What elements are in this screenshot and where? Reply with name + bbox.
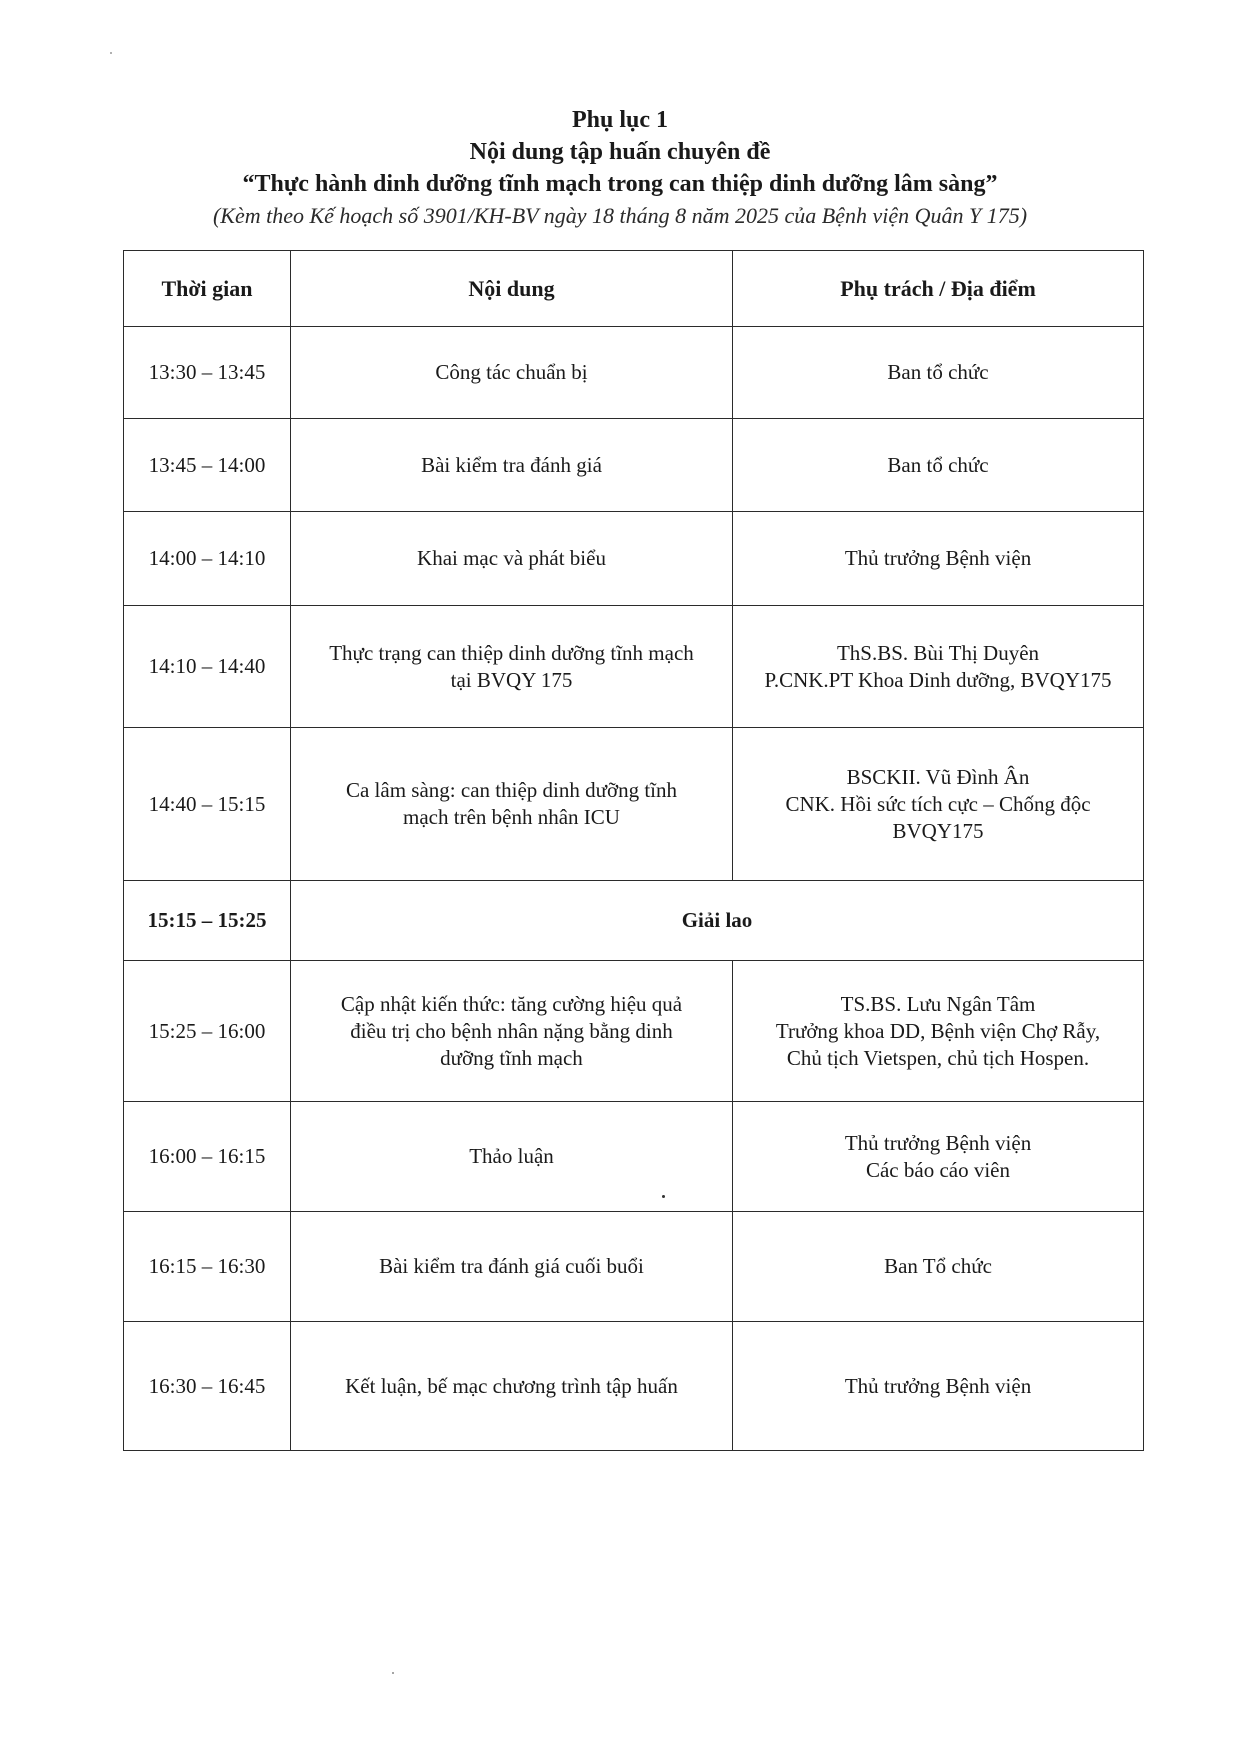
table-row — [124, 728, 1144, 881]
table-row — [124, 1102, 1144, 1212]
table-header-row — [124, 251, 1144, 327]
owner-cell: Thủ trưởng Bệnh viện — [733, 1322, 1144, 1451]
table-row — [124, 606, 1144, 728]
owner-cell: Ban tổ chức — [733, 327, 1144, 419]
scan-speck — [392, 1672, 394, 1674]
scan-speck — [110, 52, 112, 54]
time-cell: 15:25 – 16:00 — [124, 961, 291, 1102]
table-row — [124, 327, 1144, 419]
time-cell: 13:45 – 14:00 — [124, 419, 291, 512]
content-cell: Kết luận, bế mạc chương trình tập huấn — [291, 1322, 733, 1451]
content-cell: Ca lâm sàng: can thiệp dinh dưỡng tĩnh mạch trên bệnh nhân ICU — [291, 728, 733, 881]
owner-cell: Ban Tổ chức — [733, 1212, 1144, 1322]
plan-reference: (Kèm theo Kế hoạch số 3901/KH-BV ngày 18 tháng 8 năm 2025 của Bệnh viện Quân Y 175) — [212, 203, 1028, 228]
owner-cell: Thủ trưởng Bệnh viện Các báo cáo viên — [733, 1102, 1144, 1212]
time-cell: 14:00 – 14:10 — [124, 512, 291, 606]
owner-cell: ThS.BS. Bùi Thị Duyên P.CNK.PT Khoa Dinh dưỡng, BVQY175 — [733, 606, 1144, 728]
owner-cell: TS.BS. Lưu Ngân Tâm Trưởng khoa DD, Bệnh viện Chợ Rẫy, Chủ tịch Vietspen, chủ tịch Hospen. — [733, 961, 1144, 1102]
time-cell: 16:15 – 16:30 — [124, 1212, 291, 1322]
scan-speck — [662, 1195, 665, 1198]
table-row — [124, 1212, 1144, 1322]
break-label: Giải lao — [291, 881, 1144, 961]
column-header-time: Thời gian — [124, 251, 291, 327]
column-header-content: Nội dung — [291, 251, 733, 327]
owner-cell: Ban tổ chức — [733, 419, 1144, 512]
table-row — [124, 512, 1144, 606]
content-cell: Thực trạng can thiệp dinh dưỡng tĩnh mạch tại BVQY 175 — [291, 606, 733, 728]
content-cell: Công tác chuẩn bị — [291, 327, 733, 419]
content-cell: Bài kiểm tra đánh giá — [291, 419, 733, 512]
time-cell: 14:40 – 15:15 — [124, 728, 291, 881]
table-row — [124, 1322, 1144, 1451]
content-cell: Bài kiểm tra đánh giá cuối buổi — [291, 1212, 733, 1322]
time-cell: 16:30 – 16:45 — [124, 1322, 291, 1451]
schedule-table — [123, 250, 1144, 1451]
owner-cell: Thủ trưởng Bệnh viện — [733, 512, 1144, 606]
document-title: Nội dung tập huấn chuyên đề — [469, 139, 771, 165]
document-subtitle: “Thực hành dinh dưỡng tĩnh mạch trong can thiệp dinh dưỡng lâm sàng” — [242, 171, 998, 197]
content-cell: Thảo luận — [291, 1102, 733, 1212]
table-row — [124, 961, 1144, 1102]
content-cell: Khai mạc và phát biểu — [291, 512, 733, 606]
document-header — [0, 104, 1240, 232]
appendix-label: Phụ lục 1 — [571, 107, 669, 133]
column-header-owner: Phụ trách / Địa điểm — [733, 251, 1144, 327]
content-cell: Cập nhật kiến thức: tăng cường hiệu quả điều trị cho bệnh nhân nặng bằng dinh dưỡng tĩnh mạch — [291, 961, 733, 1102]
time-cell: 13:30 – 13:45 — [124, 327, 291, 419]
owner-cell: BSCKII. Vũ Đình Ân CNK. Hồi sức tích cực – Chống độc BVQY175 — [733, 728, 1144, 881]
break-row — [124, 881, 1144, 961]
table-row — [124, 419, 1144, 512]
time-cell: 14:10 – 14:40 — [124, 606, 291, 728]
time-cell: 16:00 – 16:15 — [124, 1102, 291, 1212]
time-cell: 15:15 – 15:25 — [124, 881, 291, 961]
